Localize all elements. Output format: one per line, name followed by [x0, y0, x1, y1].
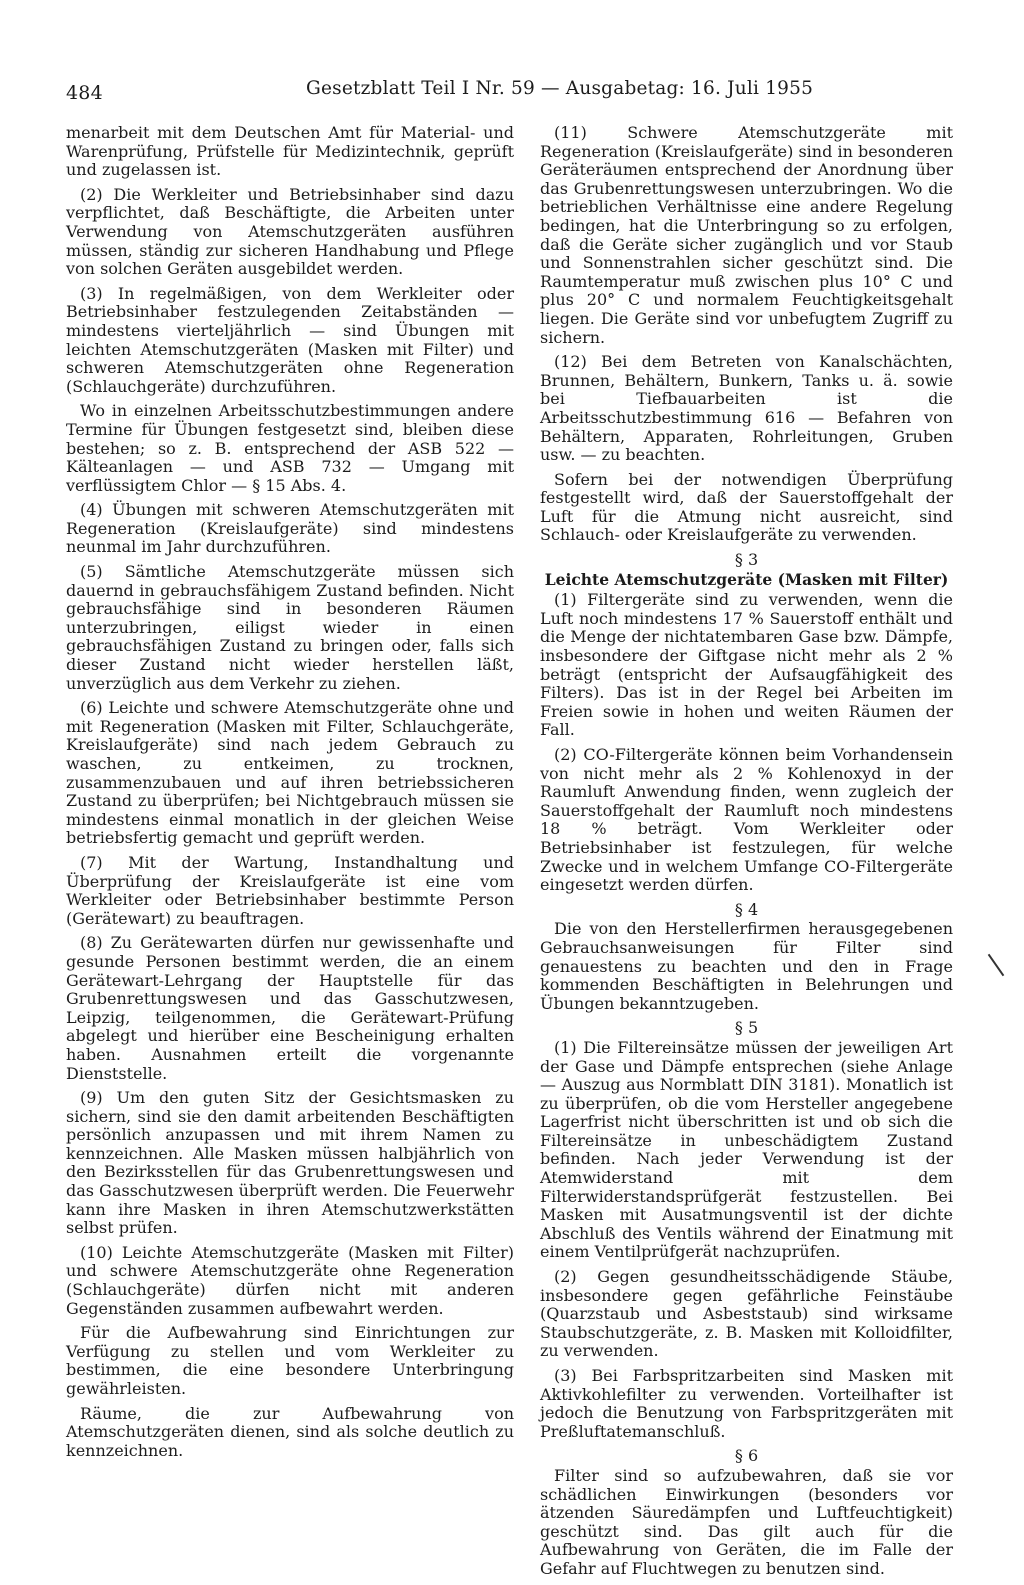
paragraph: (1) Filtergeräte sind zu verwenden, wenn die Luft noch mindestens 17 % Sauerstoff enthält und die Menge der nichtatembaren Gase bzw. Dämpfe, insbesondere der Giftgase nicht mehr als 2 % beträgt (entspricht der Aufsaugfähigkeit des Filters). Das ist in der Regel bei Arbeiten im Freien sowie in hohen und weiten Räumen der Fall.: [540, 590, 953, 740]
paragraph: (5) Sämtliche Atemschutzgeräte müssen sich dauernd in gebrauchsfähigem Zustand befinden. Nicht gebrauchsfähige sind in besonderen Räumen unterzubringen, eiligst wieder in einen gebrauchsfähigen Zustand zu bringen oder, falls sich dieser Zustand nicht wieder herstellen läßt, unverzüglich aus dem Verkehr zu ziehen.: [66, 562, 514, 693]
paragraph: Filter sind so aufzubewahren, daß sie vor schädlichen Einwirkungen (besonders vor ätzenden Säuredämpfen und Luftfeuchtigkeit) geschützt sind. Das gilt auch für die Aufbewahrung von Geräten, die im Falle der Gefahr auf Fluchtwegen zu benutzen sind.: [540, 1465, 953, 1578]
page-number: 484: [66, 82, 103, 104]
header-title: Gesetzblatt Teil I Nr. 59 — Ausgabetag: 16. Juli 1955: [306, 78, 814, 99]
paragraph: Räume, die zur Aufbewahrung von Atemschutzgeräten dienen, sind als solche deutlich zu kennzeichnen.: [66, 1403, 514, 1460]
page-header: [66, 78, 952, 108]
margin-mark: [988, 954, 1005, 976]
paragraph: (4) Übungen mit schweren Atemschutzgeräten mit Regeneration (Kreislaufgeräte) sind mindestens neunmal im Jahr durchzuführen.: [66, 500, 514, 557]
section-heading: § 5: [734, 1018, 759, 1038]
paragraph: (11) Schwere Atemschutzgeräte mit Regeneration (Kreislaufgeräte) sind in besonderen Geräteräumen entsprechend der Anordnung über das Grubenrettungswesen unterzubringen. Wo die betrieblichen Verhältnisse eine andere Regelung bedingen, hat die Unterbringung so zu erfolgen, daß die Geräte sicher zugänglich und vor Staub und Sonnenstrahlen sicher geschützt sind. Die Raumtemperatur muß zwischen plus 10° C und plus 20° C und normalem Feuchtigkeitsgehalt liegen. Die Geräte sind vor unbefugtem Zugriff zu sichern.: [540, 123, 953, 347]
paragraph: (2) CO-Filtergeräte können beim Vorhandensein von nicht mehr als 2 % Kohlenoxyd in der Raumluft Anwendung finden, wenn zugleich der Sauerstoffgehalt der Raumluft noch mindestens 18 % beträgt. Vom Werkleiter oder Betriebsinhaber ist festzulegen, für welche Zwecke und in welchem Umfange CO-Filtergeräte eingesetzt werden dürfen.: [540, 745, 953, 895]
paragraph: (10) Leichte Atemschutzgeräte (Masken mit Filter) und schwere Atemschutzgeräte ohne Regeneration (Schlauchgeräte) dürfen nicht mit anderen Gegenständen zusammen aufbewahrt werden.: [66, 1242, 514, 1318]
paragraph: menarbeit mit dem Deutschen Amt für Material- und Warenprüfung, Prüfstelle für Medizintechnik, geprüft und zugelassen ist.: [66, 123, 514, 180]
paragraph: (9) Um den guten Sitz der Gesichtsmasken zu sichern, sind sie den damit arbeitenden Beschäftigten persönlich anzupassen und mit ihrem Namen zu kennzeichnen. Alle Masken müssen halbjährlich von den Bezirksstellen für das Grubenrettungswesen und das Gasschutzwesen überprüft werden. Die Feuerwehr kann ihre Masken in ihren Atemschutzwerkstätten selbst prüfen.: [66, 1088, 514, 1238]
section-heading: § 3: [734, 550, 759, 570]
paragraph: (6) Leichte und schwere Atemschutzgeräte ohne und mit Regeneration (Masken mit Filter, Schlauchgeräte, Kreislaufgeräte) sind nach jedem Gebrauch zu waschen, zu entkeimen, zu trocknen, zusammenzubauen und auf ihren betriebssicheren Zustand zu überprüfen; bei Nichtgebrauch müssen sie mindestens einmal monatlich in der gleichen Weise betriebsfertig gemacht und geprüft werden.: [66, 698, 514, 848]
section-title: Leichte Atemschutzgeräte (Masken mit Filter): [544, 569, 949, 589]
paragraph: (1) Die Filtereinsätze müssen der jeweiligen Art der Gase und Dämpfe entsprechen (siehe Anlage — Auszug aus Normblatt DIN 3181). Monatlich ist zu überprüfen, ob die vom Hersteller angegebene Lagerfrist nicht überschritten ist und ob sich die Filtereinsätze in unbeschädigtem Zustand befinden. Nach jeder Verwendung ist der Atemwiderstand mit dem Filterwiderstandsprüfgerät festzustellen. Bei Masken mit Ausatmungsventil ist der dichte Abschluß des Ventils während der Einatmung mit einem Ventilprüfgerät nachzuprüfen.: [540, 1037, 953, 1262]
section-heading: § 6: [734, 1446, 759, 1466]
paragraph: (12) Bei dem Betreten von Kanalschächten, Brunnen, Behältern, Bunkern, Tanks u. ä. sowie bei Tiefbauarbeiten ist die Arbeitsschutzbestimmung 616 — Befahren von Behältern, Apparaten, Rohrleitungen, Gruben usw. — zu beachten.: [540, 352, 953, 465]
paragraph: (3) Bei Farbspritzarbeiten sind Masken mit Aktivkohlefilter zu verwenden. Vorteilhafter ist jedoch die Benutzung von Farbspritzgeräten mit Preßluftatemanschluß.: [540, 1366, 953, 1441]
right-column: [540, 124, 953, 1585]
paragraph: (8) Zu Gerätewarten dürfen nur gewissenhafte und gesunde Personen bestimmt werden, die an einem Gerätewart-Lehrgang der Hauptstelle für das Grubenrettungswesen und das Gasschutzwesen, Leipzig, teilgenommen, die Gerätewart-Prüfung abgelegt und hierüber eine Bescheinigung erhalten haben. Ausnahmen erteilt die vorgenannte Dienststelle.: [66, 933, 514, 1083]
paragraph: (2) Die Werkleiter und Betriebsinhaber sind dazu verpflichtet, daß Beschäftigte, die Arbeiten unter Verwendung von Atemschutzgeräten ausführen müssen, ständig zur sicheren Handhabung und Pflege von solchen Geräten ausgebildet werden.: [66, 184, 514, 279]
left-column: [66, 124, 514, 1466]
paragraph: Wo in einzelnen Arbeitsschutzbestimmungen andere Termine für Übungen festgesetzt sind, bleiben diese bestehen; so z. B. entsprechend der ASB 522 — Kälteanlagen — und ASB 732 — Umgang mit verflüssigtem Chlor — § 15 Abs. 4.: [66, 401, 514, 495]
section-heading: § 4: [734, 899, 759, 919]
paragraph: (3) In regelmäßigen, von dem Werkleiter oder Betriebsinhaber festzulegenden Zeitabständen — mindestens vierteljährlich — sind Übungen mit leichten Atemschutzgeräten (Masken mit Filter) und schweren Atemschutzgeräten ohne Regeneration (Schlauchgeräte) durchzuführen.: [66, 283, 514, 396]
paragraph: (7) Mit der Wartung, Instandhaltung und Überprüfung der Kreislaufgeräte ist eine vom Werkleiter oder Betriebsinhaber bestimmte Person (Gerätewart) zu beauftragen.: [66, 852, 514, 928]
paragraph: Die von den Herstellerfirmen herausgegebenen Gebrauchsanweisungen für Filter sind genauestens zu beachten und den in Frage kommenden Beschäftigten in Belehrungen und Übungen bekanntzugeben.: [540, 919, 953, 1013]
paragraph: Sofern bei der notwendigen Überprüfung festgestellt wird, daß der Sauerstoffgehalt der Luft für die Atmung nicht ausreicht, sind Schlauch- oder Kreislaufgeräte zu verwenden.: [540, 469, 953, 545]
paragraph: (2) Gegen gesundheitsschädigende Stäube, insbesondere gegen gefährliche Feinstäube (Quarzstaub und Asbeststaub) sind wirksame Staubschutzgeräte, z. B. Masken mit Kolloidfilter, zu verwenden.: [540, 1267, 953, 1361]
paragraph: Für die Aufbewahrung sind Einrichtungen zur Verfügung zu stellen und vom Werkleiter zu bestimmen, die eine besondere Unterbringung gewährleisten.: [66, 1323, 514, 1398]
